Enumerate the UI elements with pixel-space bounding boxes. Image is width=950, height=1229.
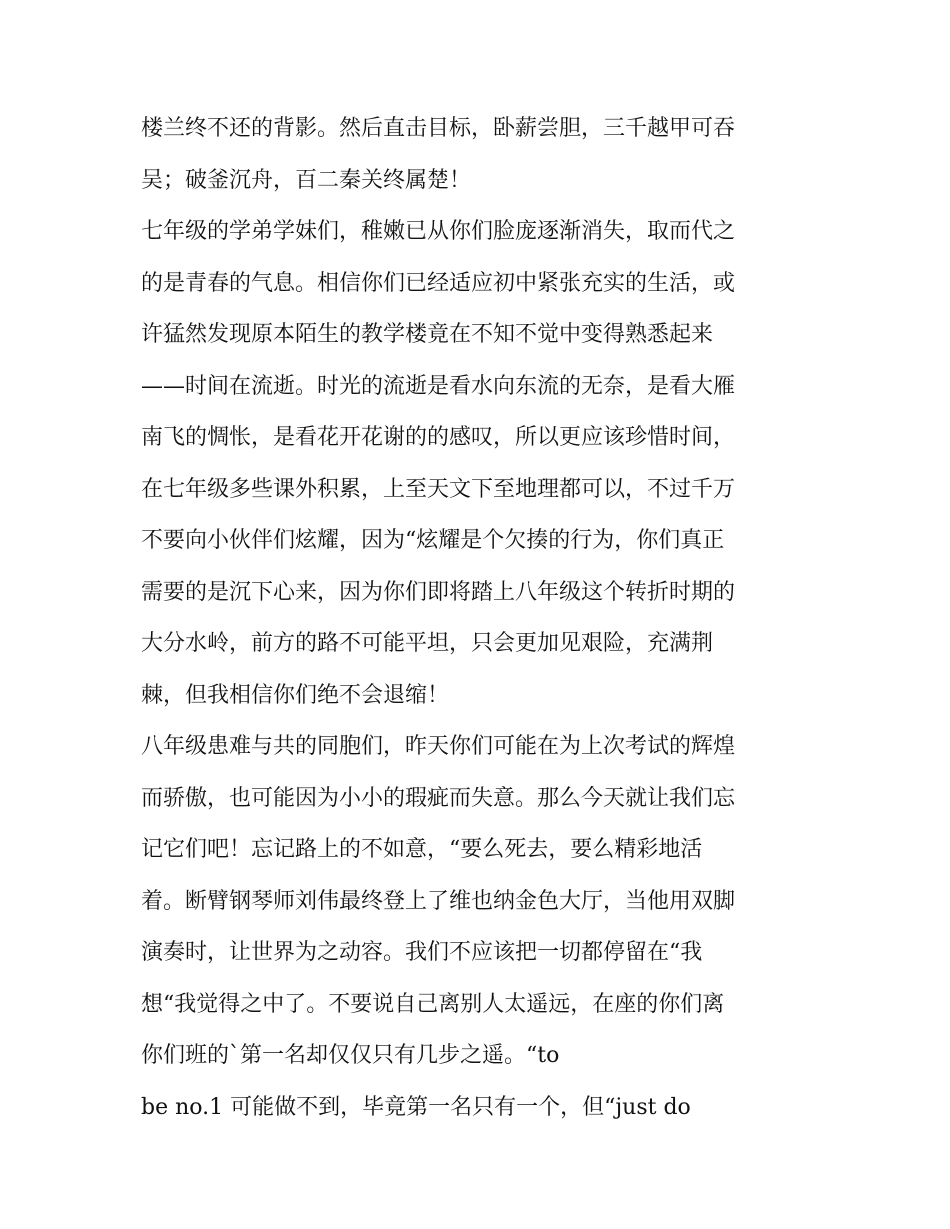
text-line: 的是青春的气息。相信你们已经适应初中紧张充实的生活，或 bbox=[141, 271, 736, 296]
text-line: 演奏时，让世界为之动容。我们不应该把一切都停留在“我 bbox=[141, 940, 703, 965]
text-line: 八年级患难与共的同胞们，昨天你们可能在为上次考试的辉煌 bbox=[141, 734, 736, 759]
text-line: 许猛然发现原本陌生的教学楼竟在不知不觉中变得熟悉起来 bbox=[141, 322, 714, 347]
text-line: 你们班的`第一名却仅仅只有几步之遥。“to bbox=[141, 1043, 560, 1068]
text-line: ——时间在流逝。时光的流逝是看水向东流的无奈，是看大雁 bbox=[141, 374, 736, 399]
text-line: 楼兰终不还的背影。然后直击目标，卧薪尝胆，三千越甲可吞 bbox=[141, 116, 736, 141]
text-line: 记它们吧！忘记路上的不如意，“要么死去，要么精彩地活 bbox=[141, 837, 703, 862]
text-line: 而骄傲，也可能因为小小的瑕疵而失意。那么今天就让我们忘 bbox=[141, 786, 736, 811]
text-line: 棘，但我相信你们绝不会退缩！ bbox=[141, 683, 450, 708]
text-line: 着。断臂钢琴师刘伟最终登上了维也纳金色大厅，当他用双脚 bbox=[141, 889, 736, 914]
text-line: be no.1 可能做不到，毕竟第一名只有一个，但“just do bbox=[141, 1095, 691, 1120]
text-line: 想“我觉得之中了。不要说自己离别人太遥远，在座的你们离 bbox=[141, 992, 725, 1017]
text-line: 南飞的惆怅，是看花开花谢的的感叹，所以更应该珍惜时间， bbox=[141, 425, 736, 450]
text-line: 不要向小伙伴们炫耀，因为“炫耀是个欠揍的行为，你们真正 bbox=[141, 528, 725, 553]
text-line: 七年级的学弟学妹们，稚嫩已从你们脸庞逐渐消失，取而代之 bbox=[141, 219, 736, 244]
text-line: 大分水岭，前方的路不可能平坦，只会更加见艰险，充满荆 bbox=[141, 631, 714, 656]
text-line: 需要的是沉下心来，因为你们即将踏上八年级这个转折时期的 bbox=[141, 580, 736, 605]
text-line: 吴；破釜沉舟，百二秦关终属楚！ bbox=[141, 168, 472, 193]
text-line: 在七年级多些课外积累，上至天文下至地理都可以，不过千万 bbox=[141, 477, 736, 502]
